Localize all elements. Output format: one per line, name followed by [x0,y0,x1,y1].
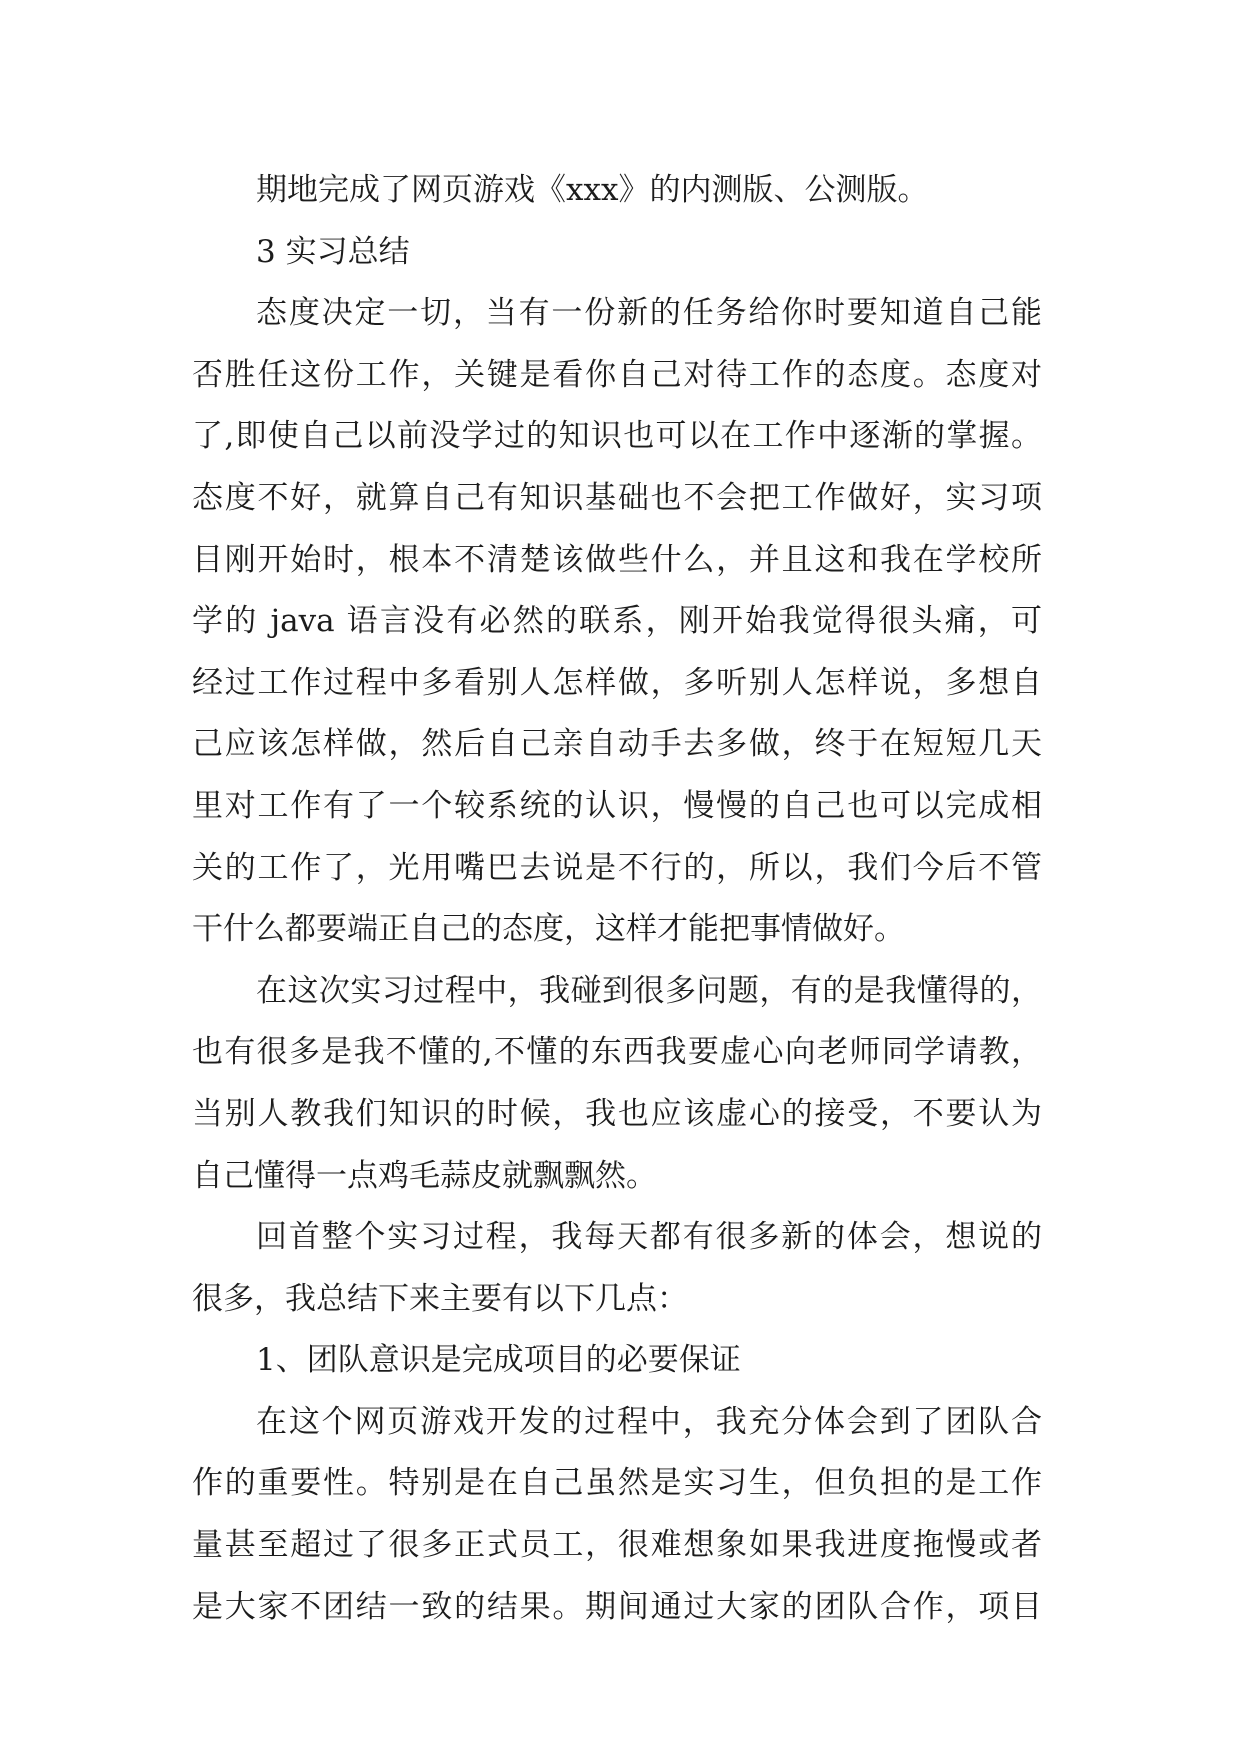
paragraph-line: 在这个网页游戏开发的过程中，我充分体会到了团队合 [256,1403,1042,1440]
paragraph-line: 否胜任这份工作，关键是看你自己对待工作的态度。态度对 [192,356,1042,393]
document-body [192,160,1042,1638]
paragraph-line: 态度决定一切，当有一份新的任务给你时要知道自己能 [256,295,1042,332]
paragraph-line: 也有很多是我不懂的,不懂的东西我要虚心向老师同学请教， [192,1034,1042,1071]
paragraph-line: 关的工作了，光用嘴巴去说是不行的，所以，我们今后不管 [192,849,1042,886]
paragraph-line: 态度不好，就算自己有知识基础也不会把工作做好，实习项 [192,479,1042,516]
paragraph-line: 期地完成了网页游戏《xxx》的内测版、公测版。 [256,172,929,208]
paragraph-line: 回首整个实习过程，我每天都有很多新的体会，想说的 [256,1219,1042,1256]
paragraph-line: 里对工作有了一个较系统的认识，慢慢的自己也可以完成相 [192,787,1042,824]
paragraph-line: 在这次实习过程中，我碰到很多问题，有的是我懂得的， [256,972,1042,1009]
paragraph-line: 了,即使自己以前没学过的知识也可以在工作中逐渐的掌握。 [192,418,1042,455]
paragraph-line: 干什么都要端正自己的态度，这样才能把事情做好。 [192,911,905,948]
list-heading: 1、团队意识是完成项目的必要保证 [256,1342,741,1379]
paragraph-line: 很多，我总结下来主要有以下几点： [192,1280,688,1317]
paragraph-line: 经过工作过程中多看别人怎样做，多听别人怎样说，多想自 [192,664,1042,701]
section-heading: 3 实习总结 [256,233,410,270]
paragraph-line: 目刚开始时，根本不清楚该做些什么，并且这和我在学校所 [192,541,1042,578]
paragraph-line: 自己懂得一点鸡毛蒜皮就飘飘然。 [192,1157,657,1194]
paragraph-line: 学的 java 语言没有必然的联系，刚开始我觉得很头痛，可 [192,603,1042,640]
paragraph-line: 作的重要性。特别是在自己虽然是实习生，但负担的是工作 [192,1465,1042,1502]
paragraph-line: 是大家不团结一致的结果。期间通过大家的团队合作，项目 [192,1588,1042,1625]
paragraph-line: 当别人教我们知识的时候，我也应该虚心的接受，不要认为 [192,1095,1042,1132]
paragraph-line: 量甚至超过了很多正式员工，很难想象如果我进度拖慢或者 [192,1527,1042,1564]
paragraph-line: 己应该怎样做，然后自己亲自动手去多做，终于在短短几天 [192,726,1042,763]
